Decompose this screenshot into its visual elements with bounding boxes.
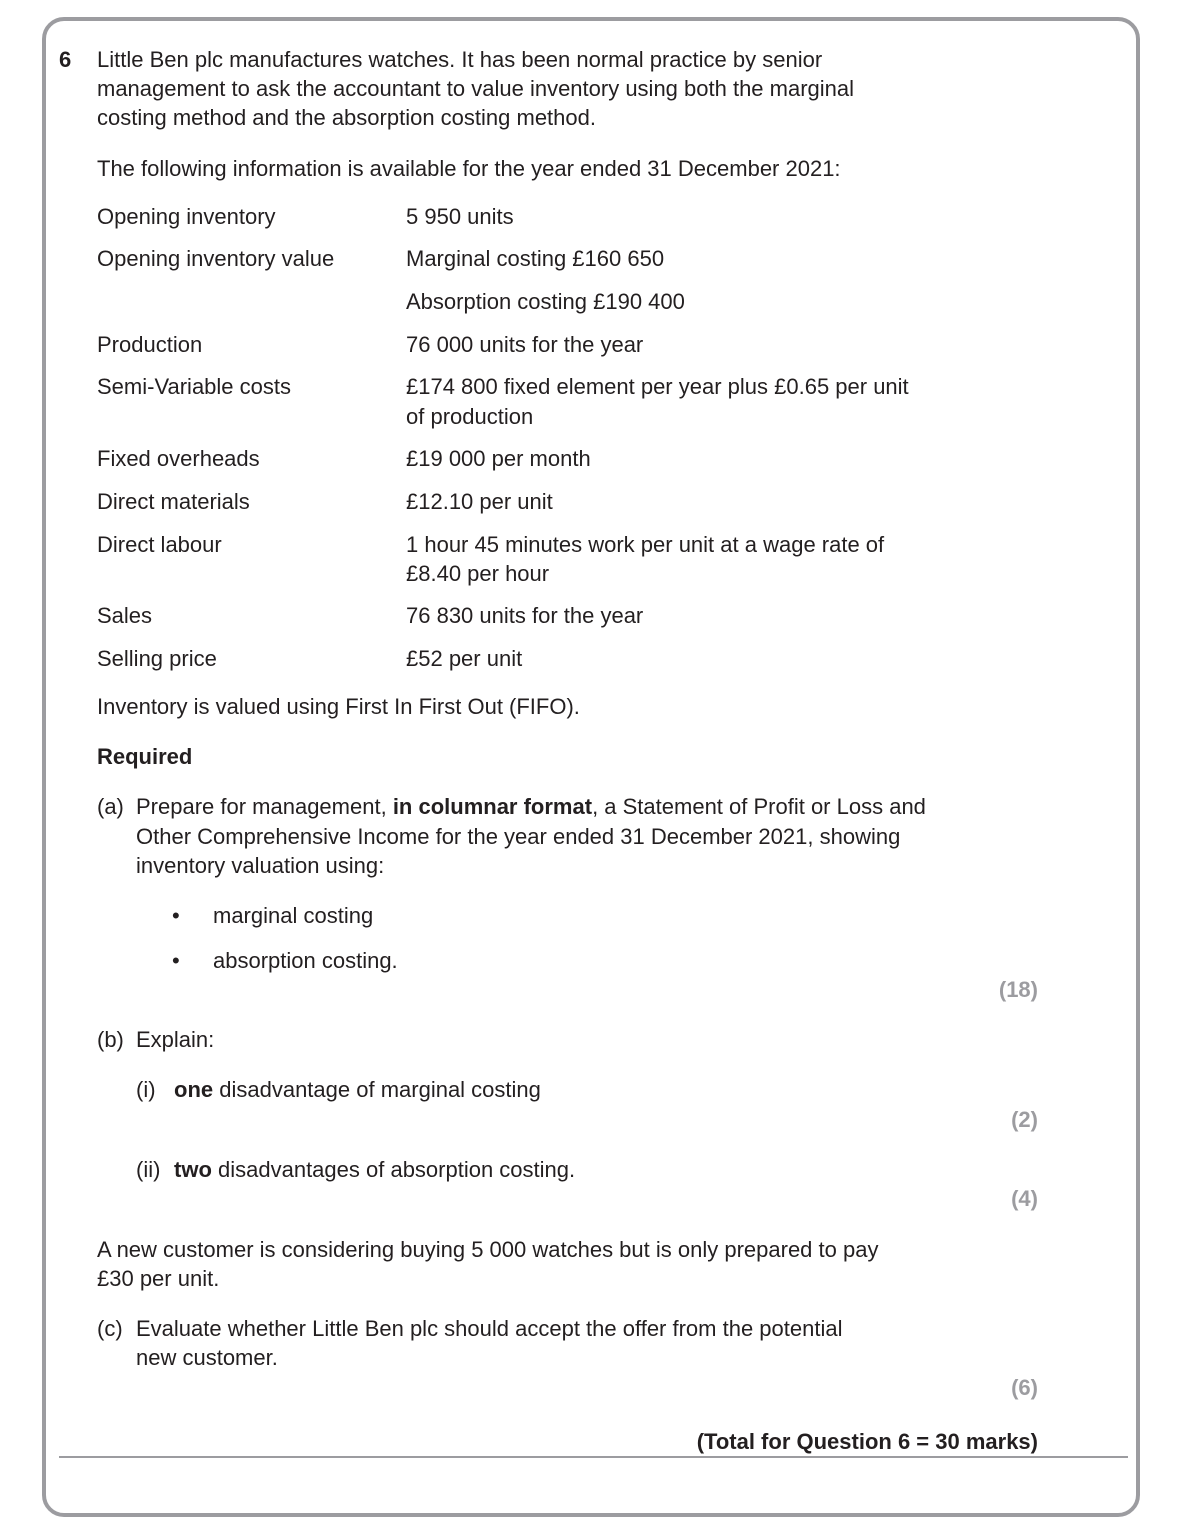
info-label: Direct materials	[97, 489, 250, 514]
part-b-label: (b)	[97, 1027, 124, 1052]
intro-line: costing method and the absorption costing method.	[97, 105, 596, 130]
part-b-ii-text	[174, 1156, 575, 1184]
info-label: Direct labour	[97, 532, 222, 557]
question-number: 6	[59, 47, 72, 72]
part-c-line: Evaluate whether Little Ben plc should accept the offer from the potential	[136, 1316, 843, 1341]
bullet-item: marginal costing	[213, 903, 374, 928]
marks-c: (6)	[1011, 1375, 1038, 1400]
emphasis: two	[174, 1157, 212, 1182]
part-a-text: Prepare for management,	[136, 794, 393, 819]
info-label: Fixed overheads	[97, 446, 260, 471]
part-b-i-text	[174, 1076, 541, 1104]
part-a-line: inventory valuation using:	[136, 853, 385, 878]
info-label: Production	[97, 332, 203, 357]
part-a-label: (a)	[97, 794, 124, 819]
marks-b-ii: (4)	[1011, 1186, 1038, 1211]
customer-text: A new customer is considering buying 5 000 watches but is only prepared to pay	[97, 1237, 879, 1262]
intro-line: management to ask the accountant to value inventory using both the marginal	[97, 76, 855, 101]
info-value: Marginal costing £160 650	[406, 246, 665, 271]
intro-line: Little Ben plc manufactures watches. It has been normal practice by senior	[97, 47, 823, 72]
info-label: Selling price	[97, 646, 217, 671]
text: disadvantage of marginal costing	[213, 1077, 541, 1102]
info-value: £174 800 fixed element per year plus £0.65 per unit	[406, 374, 909, 399]
part-c-line: new customer.	[136, 1345, 278, 1370]
part-b-text: Explain:	[136, 1027, 215, 1052]
part-a-text: , a Statement of Profit or Loss and	[592, 794, 926, 819]
info-value: 76 830 units for the year	[406, 603, 644, 628]
info-value: of production	[406, 404, 534, 429]
info-value: Absorption costing £190 400	[406, 289, 685, 314]
marks-b-i: (2)	[1011, 1107, 1038, 1132]
info-value: £8.40 per hour	[406, 561, 550, 586]
required-heading: Required	[97, 744, 193, 769]
customer-text: £30 per unit.	[97, 1266, 220, 1291]
info-value: £12.10 per unit	[406, 489, 553, 514]
info-heading: The following information is available for the year ended 31 December 2021:	[97, 156, 841, 181]
info-value: £19 000 per month	[406, 446, 591, 471]
part-c-label: (c)	[97, 1316, 123, 1341]
bullet-item: absorption costing.	[213, 948, 398, 973]
info-label: Opening inventory	[97, 204, 276, 229]
part-a-line	[136, 793, 926, 821]
part-a-emphasis: in columnar format	[392, 794, 593, 819]
inventory-note: Inventory is valued using First In First Out (FIFO).	[97, 694, 580, 719]
bullet-icon: •	[172, 903, 180, 928]
info-label: Sales	[97, 603, 153, 628]
info-value: 5 950 units	[406, 204, 514, 229]
text: disadvantages of absorption costing.	[211, 1157, 576, 1182]
part-b-i-label: (i)	[136, 1077, 156, 1102]
info-label: Opening inventory value	[97, 246, 335, 271]
info-label: Semi-Variable costs	[97, 374, 291, 399]
emphasis: one	[174, 1077, 214, 1102]
info-value: 76 000 units for the year	[406, 332, 644, 357]
part-a-line: Other Comprehensive Income for the year ended 31 December 2021, showing	[136, 824, 901, 849]
marks-a: (18)	[998, 977, 1038, 1002]
bullet-icon: •	[172, 948, 180, 973]
info-value: £52 per unit	[406, 646, 523, 671]
divider	[59, 1456, 1128, 1458]
part-b-ii-label: (ii)	[136, 1157, 161, 1182]
info-value: 1 hour 45 minutes work per unit at a wage rate of	[406, 532, 885, 557]
total-marks: (Total for Question 6 = 30 marks)	[696, 1429, 1038, 1454]
